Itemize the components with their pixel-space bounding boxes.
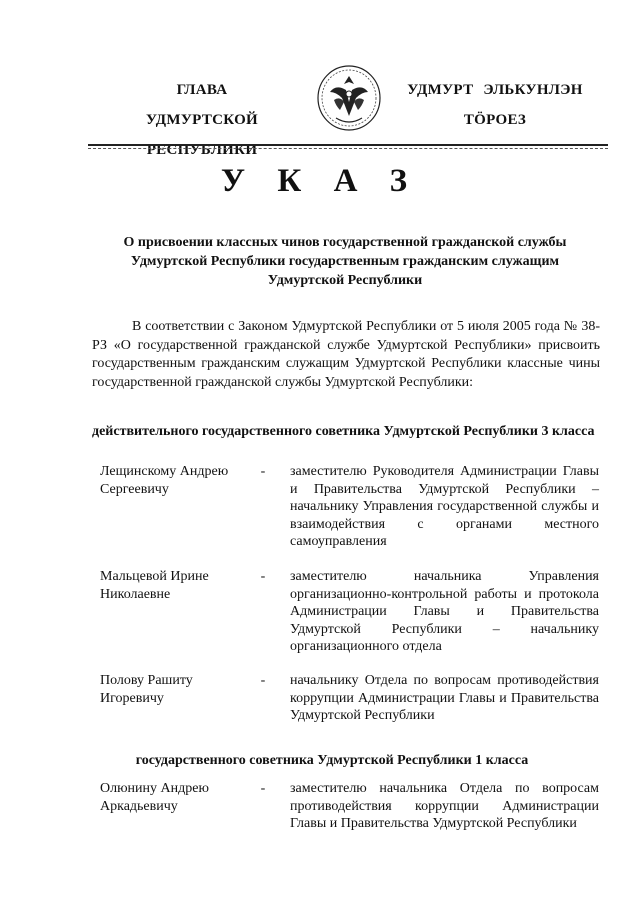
person-position: начальнику Отдела по вопросам противодействия коррупции Администрации Главы и Правительства Удмуртской Республики [290,673,599,723]
document-title: У К А З [220,163,420,199]
person-position: заместителю Руководителя Администрации Главы и Правительства Удмуртской Республики – начальнику Управления государственной службы и взаимодействия с органами местного самоуправления [290,464,599,549]
document-subject: О присвоении классных чинов государственной гражданской службы Удмуртской Республики государственным гражданским служащим Удмуртской Республики [123,235,567,288]
person-name: Олюнину Андрею Аркадьевичу [100,781,209,814]
coat-of-arms-icon [316,62,382,132]
header-divider-secondary [88,148,608,149]
section-heading: государственного советника Удмуртской Республики 1 класса [135,753,529,768]
entry-dash: - [260,781,266,796]
person-position: заместителю начальника Отдела по вопросам противодействия коррупции Администрации Главы и Правительства Удмуртской Республики [290,781,599,831]
document-intro: В соответствии с Законом Удмуртской Республики от 5 июля 2005 года № 38-РЗ «О государственной гражданской службе Удмуртской Республики» присвоить государственным гражданским служащим Удмуртской Республики классные чины государственной гражданской службы Удмуртской Республики: [92,319,600,390]
entry-dash: - [260,569,266,584]
header-left-line2: УДМУРТСКОЙ РЕСПУБЛИКИ [146,112,258,158]
entry-dash: - [260,464,266,479]
person-name: Лещинскому Андрею Сергеевичу [100,464,229,497]
header-right-line1: УДМУРТ ЭЛЬКУНЛЭН [407,82,583,98]
header-divider [88,144,608,146]
header-right [405,75,585,135]
entry-dash: - [260,673,266,688]
header-left [92,75,312,165]
header-left-line1: ГЛАВА [176,82,228,98]
person-name: Мальцевой Ирине Николаевне [100,569,209,602]
header-right-line2: ТӦРОЕЗ [463,112,527,128]
person-name: Полову Рашиту Игоревичу [100,673,193,706]
person-position: заместителю начальника Управления организационно-контрольной работы и протокола Администрации Главы и Правительства Удмуртской Республики – начальнику организационного отдела [290,569,599,654]
section-heading: действительного государственного советника Удмуртской Республики 3 класса [92,424,595,439]
